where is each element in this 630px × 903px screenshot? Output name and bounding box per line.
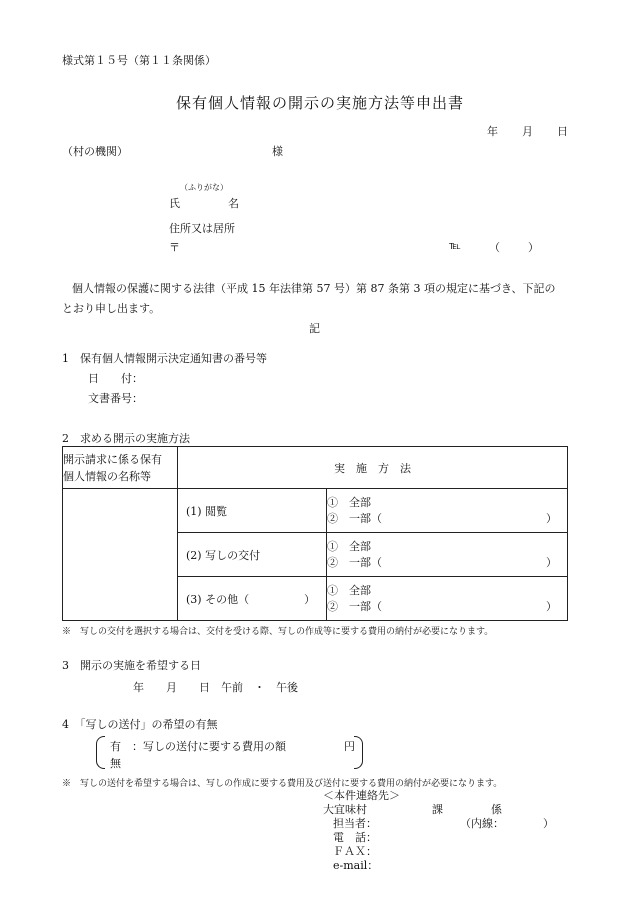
yen-label: 円 (344, 740, 355, 753)
date-field-label: 日 付： (88, 372, 143, 385)
intro-line-1: 個人情報の保護に関する法律（平成 15 年法律第 57 号）第 87 条第 3 項の規定に基づき、下記の (72, 282, 556, 295)
tel-mark: ℡ (449, 239, 461, 252)
section1-heading: 1 保有個人情報開示決定通知書の番号等 (62, 352, 267, 365)
option-all[interactable]: ① 全部 (327, 539, 371, 553)
date-year-label: 年 (487, 125, 498, 138)
contact-email-label: e-mail： (333, 859, 379, 872)
contact-heading: ＜本件連絡先＞ (323, 789, 400, 802)
option-partial[interactable]: ② 一部（ ） (327, 599, 557, 613)
contact-person-label: 担当者： (333, 817, 377, 830)
doc-number-label: 文書番号： (88, 392, 143, 405)
tel-close-paren: ） (528, 241, 539, 254)
preferred-date-line: 年 月 日 午前 ・ 午後 (133, 681, 298, 694)
col-name-header: 開示請求に係る保有 個人情報の名称等 (63, 447, 178, 489)
section2-heading: 2 求める開示の実施方法 (62, 432, 190, 445)
page-title: 保有個人情報の開示の実施方法等申出書 (176, 94, 465, 112)
method-label: (1) 閲覧 (178, 489, 327, 533)
date-day-label: 日 (557, 125, 568, 138)
addressee-honorific: 様 (272, 145, 283, 158)
form-number: 様式第１５号（第１１条関係） (62, 54, 216, 67)
address-label: 住所又は居所 (169, 222, 235, 235)
contact-fax-label: ＦＡＸ： (333, 845, 377, 858)
contact-ka: 課 (432, 803, 443, 816)
method-options[interactable] (327, 533, 568, 577)
method-label: (2) 写しの交付 (178, 533, 327, 577)
contact-extension-label: （内線： (460, 817, 504, 830)
name-label-b: 名 (228, 197, 239, 210)
contact-phone-label: 電 話： (333, 831, 377, 844)
col-method-header: 実 施 方 法 (178, 447, 568, 489)
section3-heading: 3 開示の実施を希望する日 (62, 659, 201, 672)
ki-label: 記 (309, 322, 320, 335)
method-options[interactable] (327, 489, 568, 533)
intro-line-2: とおり申し出ます。 (62, 302, 161, 315)
option-all[interactable]: ① 全部 (327, 495, 371, 509)
info-name-cell[interactable] (63, 489, 178, 621)
send-no-option[interactable]: 無 (110, 757, 121, 770)
postal-mark: 〒 (169, 241, 180, 254)
send-yes-option[interactable]: 有 ：写しの送付に要する費用の額 (110, 740, 286, 753)
method-label: (3) その他（ ） (178, 577, 327, 621)
section2-note: ※ 写しの交付を選択する場合は、交付を受ける際、写しの作成等に要する費用の納付が必要になります。 (62, 627, 494, 637)
tel-open-paren: （ (489, 241, 500, 254)
contact-village: 大宜味村 (323, 803, 367, 816)
right-bracket (354, 736, 363, 769)
addressee-org: （村の機関） (62, 145, 128, 158)
option-all[interactable]: ① 全部 (327, 583, 371, 597)
option-partial[interactable]: ② 一部（ ） (327, 511, 557, 525)
contact-kakari: 係 (491, 803, 502, 816)
date-month-label: 月 (522, 125, 533, 138)
method-options[interactable] (327, 577, 568, 621)
name-label-a: 氏 (169, 197, 180, 210)
section4-note: ※ 写しの送付を希望する場合は、写しの作成に要する費用及び送付に要する費用の納付が必要になります。 (62, 779, 503, 789)
method-table (62, 446, 568, 621)
section4-heading: 4 「写しの送付」の希望の有無 (62, 718, 218, 731)
furigana-label: （ふりがな） (180, 183, 228, 192)
contact-extension-close: ） (543, 817, 554, 830)
left-bracket (96, 736, 105, 769)
option-partial[interactable]: ② 一部（ ） (327, 555, 557, 569)
